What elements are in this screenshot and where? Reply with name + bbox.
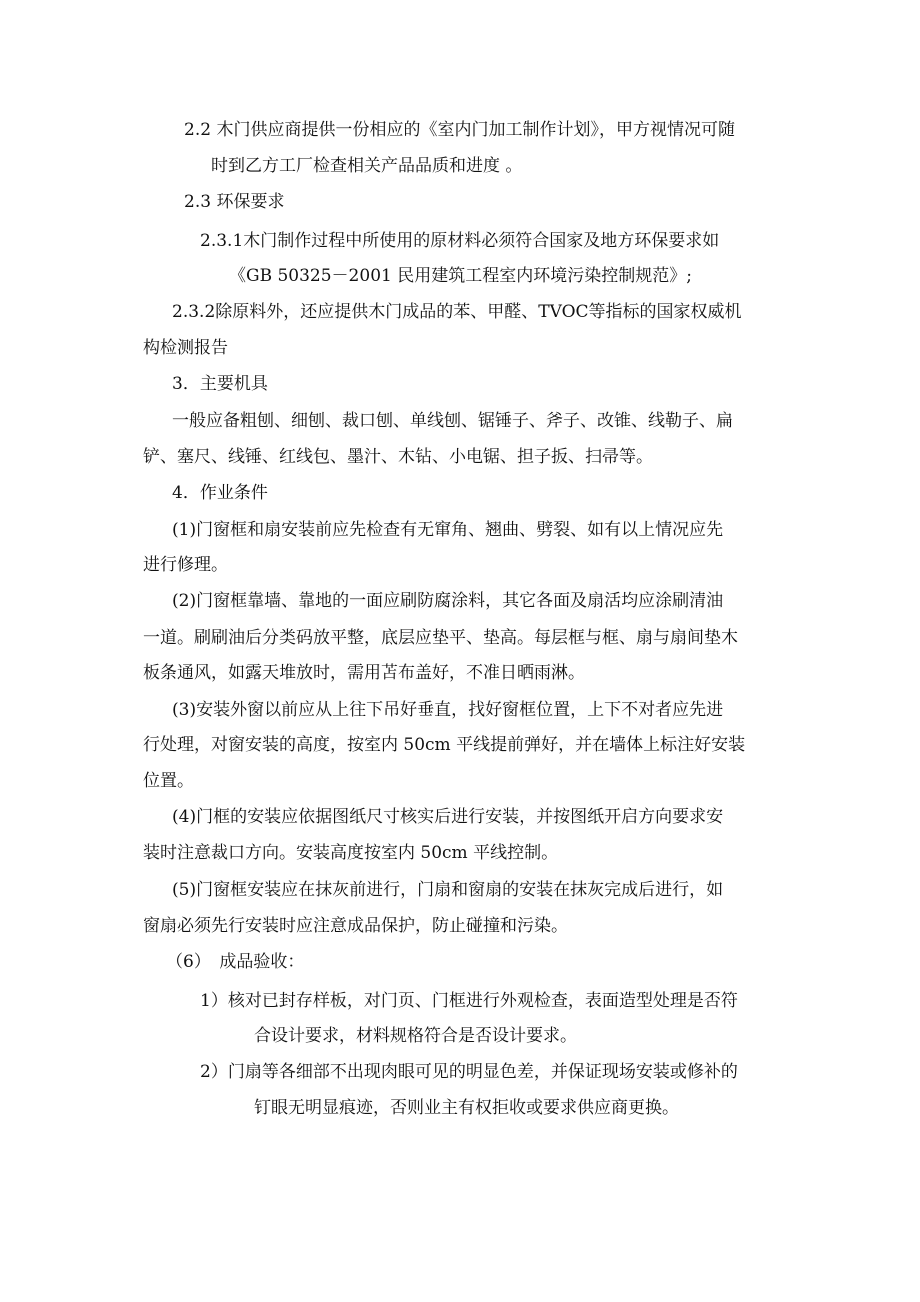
condition-3-line-1: (3)安装外窗以前应从上往下吊好垂直，找好窗框位置，上下不对者应先进	[172, 700, 724, 720]
condition-2-line-3: 板条通风，如露天堆放时，需用苫布盖好，不准日晒雨淋。	[143, 663, 585, 683]
acceptance-2-line-1: 2）门扇等各细部不出现肉眼可见的明显色差，并保证现场安装或修补的	[200, 1062, 738, 1082]
condition-4-line-1: (4)门框的安装应依据图纸尺寸核实后进行安装，并按图纸开启方向要求安	[172, 807, 724, 827]
condition-2-line-1: (2)门窗框靠墙、靠地的一面应刷防腐涂料，其它各面及扇活均应涂刷清油	[172, 591, 724, 611]
section-3-line-2: 铲、塞尺、线锤、红线包、墨汁、木钻、小电锯、担子扳、扫帚等。	[143, 447, 653, 467]
section-3-line-1: 一般应备粗刨、细刨、裁口刨、单线刨、锯锤子、斧子、改锥、线勒子、扁	[172, 411, 733, 431]
acceptance-heading: （6） 成品验收：	[166, 952, 305, 972]
section-2-2-line-1: 2.2 木门供应商提供一份相应的《室内门加工制作计划》，甲方视情况可随	[184, 120, 735, 140]
acceptance-1-line-1: 1）核对已封存样板，对门页、门框进行外观检查，表面造型处理是否符	[200, 991, 738, 1011]
condition-5-line-1: (5)门窗框安装应在抹灰前进行，门扇和窗扇的安装在抹灰完成后进行，如	[172, 880, 724, 900]
condition-3-line-2: 行处理，对窗安装的高度，按室内 50cm 平线提前弹好，并在墙体上标注好安装	[143, 735, 746, 755]
section-2-3-2-line-1: 2.3.2除原料外，还应提供木门成品的苯、甲醛、TVOC等指标的国家权威机	[172, 302, 742, 322]
condition-2-line-2: 一道。刷刷油后分类码放平整，底层应垫平、垫高。每层框与框、扇与扇间垫木	[143, 628, 738, 648]
condition-1-line-1: (1)门窗框和扇安装前应先检查有无窜角、翘曲、劈裂、如有以上情况应先	[172, 520, 724, 540]
section-2-3-1-line-2: 《GB 50325－2001 民用建筑工程室内环境污染控制规范》;	[229, 266, 692, 286]
acceptance-1-line-2: 合设计要求，材料规格符合是否设计要求。	[254, 1026, 577, 1046]
condition-4-line-2: 装时注意裁口方向。安装高度按室内 50cm 平线控制。	[143, 843, 559, 863]
acceptance-2-line-2: 钉眼无明显痕迹，否则业主有权拒收或要求供应商更换。	[254, 1098, 679, 1118]
condition-3-line-3: 位置。	[143, 771, 194, 791]
section-4-heading: 4．作业条件	[172, 483, 268, 503]
condition-1-line-2: 进行修理。	[143, 555, 228, 575]
section-2-3-heading: 2.3 环保要求	[184, 192, 285, 212]
section-2-3-2-line-2: 构检测报告	[143, 338, 228, 358]
section-2-2-line-2: 时到乙方工厂检查相关产品品质和进度 。	[211, 156, 523, 176]
section-2-3-1-line-1: 2.3.1木门制作过程中所使用的原材料必须符合国家及地方环保要求如	[200, 231, 720, 251]
condition-5-line-2: 窗扇必须先行安装时应注意成品保护，防止碰撞和污染。	[143, 916, 568, 936]
section-3-heading: 3．主要机具	[172, 374, 268, 394]
